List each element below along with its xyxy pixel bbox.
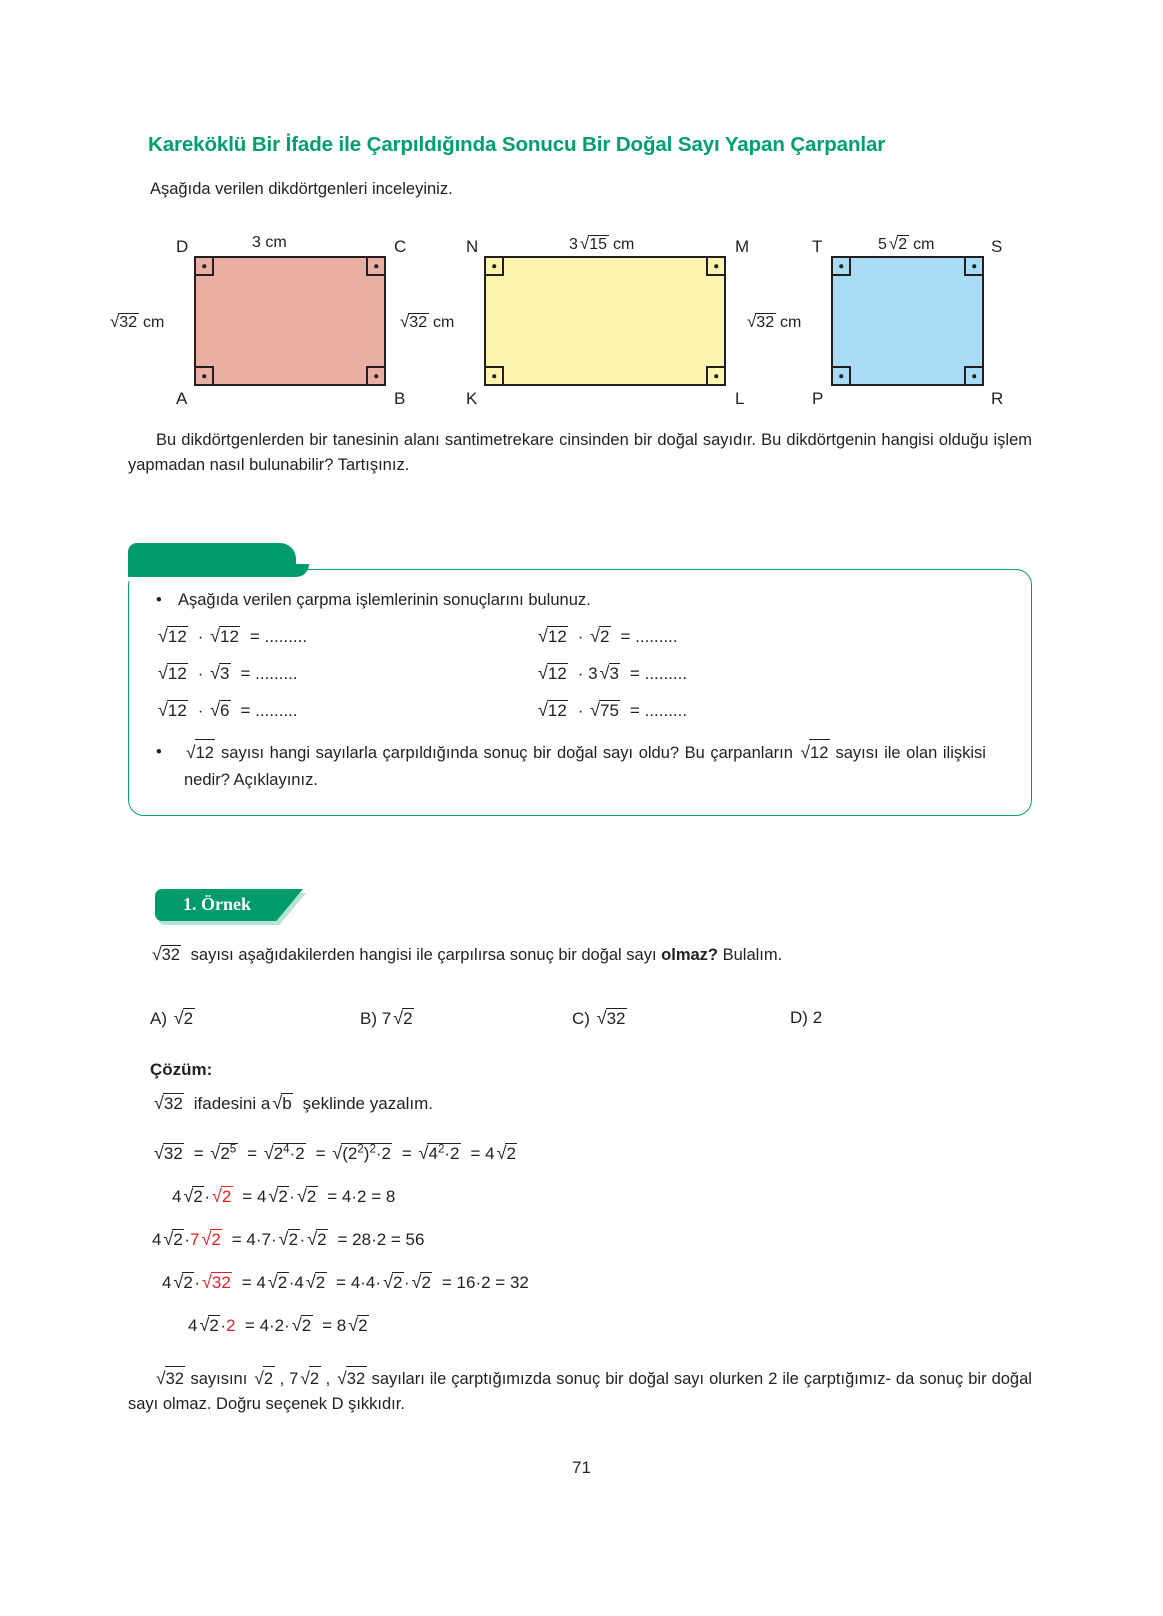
right-angle-mark: [706, 366, 724, 384]
right-angle-mark: [366, 258, 384, 276]
option-b[interactable]: B) 7 √2: [360, 1007, 413, 1028]
rectangle-shape-2: [484, 256, 726, 386]
expression-right-1: √12 · √2 = .........: [538, 625, 678, 646]
derivation-line-3: 4 √2·7 √2 = 4·7· √2· √2 = 28·2 = 56: [152, 1228, 425, 1249]
vertex-label-d: D: [176, 237, 189, 256]
right-angle-mark: [833, 258, 851, 276]
example-question: √32 sayısı aşağıdakilerden hangisi ile çarpılırsa sonuç bir doğal sayı olmaz? Bulalım.: [152, 943, 783, 964]
activity-instruction: Aşağıda verilen çarpma işlemlerinin sonuçlarını bulunuz.: [178, 591, 591, 609]
expression-left-1: √12 · √12 = .........: [158, 625, 308, 646]
page-title: Kareköklü Bir İfade ile Çarpıldığında Sonucu Bir Doğal Sayı Yapan Çarpanlar: [148, 133, 886, 156]
rectangle-shape-1: [194, 256, 386, 386]
right-angle-mark: [964, 258, 982, 276]
dimension-top-1: 3 cm: [252, 234, 287, 251]
dimension-left-1: √32 cm: [110, 311, 165, 331]
dimension-left-2: √32 cm: [400, 311, 455, 331]
rectangles-figure-group: [0, 232, 1163, 412]
intro-text: Aşağıda verilen dikdörtgenleri inceleyiniz.: [150, 180, 453, 198]
example-badge-label: 1. Örnek: [183, 894, 252, 914]
vertex-label-m: M: [735, 237, 750, 256]
vertex-label-t: T: [812, 237, 823, 256]
option-d[interactable]: D) 2: [790, 1008, 823, 1027]
solution-intro: √32 ifadesini a √b şeklinde yazalım.: [154, 1092, 434, 1113]
right-angle-mark: [964, 366, 982, 384]
rectangle-shape-3: [831, 256, 984, 386]
question-emphasis: olmaz?: [661, 946, 718, 964]
vertex-label-k: K: [466, 389, 478, 408]
vertex-label-r: R: [991, 389, 1004, 408]
vertex-label-a: A: [176, 389, 188, 408]
vertex-label-s: S: [991, 237, 1003, 256]
derivation-line-1: $√32 = √2^5 = √2^4\cdot 2 = √(2^2)^2\cdot 2 = √4^2\cdot 2 = 4$ √2: [154, 1142, 516, 1163]
right-angle-mark: [196, 366, 214, 384]
expression-right-3: √12 · √75 = .........: [538, 699, 688, 720]
vertex-label-c: C: [394, 237, 407, 256]
right-angle-mark: [366, 366, 384, 384]
activity-question: √12 sayısı hangi sayılarla çarpıldığında sonuç bir doğal sayı oldu? Bu çarpanların √12 sayısı ile olan ilişkisi nedir? Açıklayınız.: [128, 738, 986, 793]
derivation-line-5: 4 √2·2 = 4·2· √2 = 8 √2: [188, 1314, 368, 1335]
option-c[interactable]: C) √32: [572, 1007, 626, 1028]
conclusion-paragraph: √32 sayısını √2 , 7 √2 , √32 sayıları ile çarptığımızda sonuç bir doğal sayı olurken 2 ile çarptığımız- da sonuç bir doğal sayı olmaz. Doğru seçenek D şıkkıdır.: [128, 1367, 1032, 1414]
right-angle-mark: [196, 258, 214, 276]
right-angle-mark: [706, 258, 724, 276]
option-a[interactable]: A) √2: [150, 1007, 194, 1028]
example-badge: [155, 889, 303, 921]
activity-tab: [128, 543, 296, 577]
expression-right-2: √12 · 3 √3 = .........: [538, 662, 688, 683]
right-angle-mark: [486, 258, 504, 276]
dimension-top-2: 3 √15 cm: [569, 233, 635, 253]
bullet-icon: •: [156, 591, 162, 609]
page-number: 71: [572, 1458, 591, 1477]
bullet-icon: •: [156, 743, 162, 761]
activity-panel: [128, 543, 1032, 816]
right-angle-mark: [486, 366, 504, 384]
vertex-label-n: N: [466, 237, 479, 256]
dimension-top-3: 5 √2 cm: [878, 233, 935, 253]
vertex-label-b: B: [394, 389, 406, 408]
derivation-line-2: 4 √2· √2 = 4 √2· √2 = 4·2 = 8: [172, 1185, 396, 1206]
right-angle-mark: [833, 366, 851, 384]
solution-heading: Çözüm:: [150, 1060, 213, 1079]
expression-left-2: √12 · √3 = .........: [158, 662, 298, 683]
discussion-paragraph: Bu dikdörtgenlerden bir tanesinin alanı santimetrekare cinsinden bir doğal sayıdır. Bu dikdörtgenin hangisi olduğu işlem yapmadan nasıl bulunabilir? Tartışınız.: [128, 431, 1032, 475]
derivation-line-4: 4 √2· √32 = 4 √2·4 √2 = 4·4· √2· √2 = 16·2 = 32: [162, 1271, 529, 1292]
vertex-label-l: L: [735, 389, 745, 408]
vertex-label-p: P: [812, 389, 824, 408]
dimension-left-3: √32 cm: [747, 311, 802, 331]
expression-left-3: √12 · √6 = .........: [158, 699, 298, 720]
